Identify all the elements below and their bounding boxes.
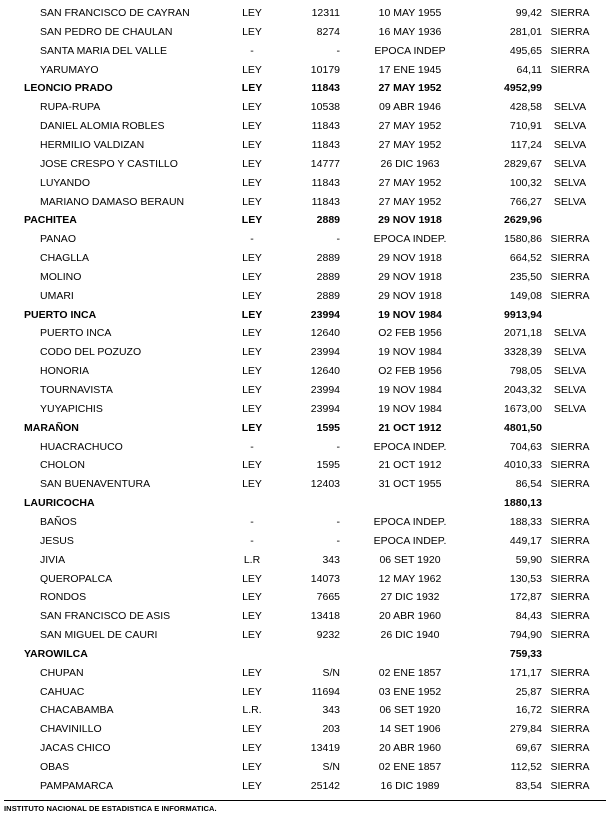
row-superficie: 794,90	[509, 629, 542, 642]
district-row	[0, 324, 616, 342]
district-row	[0, 777, 616, 795]
row-region: SELVA	[553, 365, 587, 378]
row-superficie: 2829,67	[504, 157, 542, 170]
row-numero: 23994	[310, 402, 340, 415]
row-region: SIERRA	[550, 761, 590, 773]
row-dispositivo: LEY	[242, 610, 262, 623]
row-superficie: 710,91	[509, 120, 542, 133]
row-dispositivo: LEY	[242, 384, 262, 396]
row-numero: 10538	[310, 101, 340, 114]
row-fecha: 09 ABR 1946	[379, 101, 441, 114]
row-dispositivo: LEY	[241, 421, 263, 434]
row-dispositivo: LEY	[242, 176, 262, 189]
row-numero: 343	[322, 704, 340, 717]
district-row	[0, 155, 616, 173]
district-row	[0, 343, 616, 361]
row-numero: 1595	[316, 459, 340, 472]
row-name: SAN FRANCISCO DE CAYRAN	[40, 7, 190, 19]
row-numero: 25142	[310, 779, 340, 792]
row-numero: 8274	[316, 25, 340, 38]
row-numero: 2889	[316, 252, 340, 265]
row-superficie: 84,43	[515, 610, 542, 623]
row-dispositivo: LEY	[242, 478, 262, 491]
row-fecha: 27 MAY 1952	[378, 82, 442, 95]
row-name: JESUS	[40, 534, 74, 547]
row-fecha: 06 SET 1920	[379, 704, 441, 717]
row-region: SIERRA	[550, 723, 590, 736]
row-name: MARAÑON	[24, 421, 79, 434]
row-region: SIERRA	[550, 572, 590, 585]
row-dispositivo: LEY	[242, 195, 262, 208]
row-region: SIERRA	[550, 289, 590, 302]
row-superficie: 83,54	[515, 779, 542, 792]
row-name: LAURICOCHA	[24, 497, 95, 510]
row-superficie: 2629,96	[504, 214, 542, 227]
district-row	[0, 683, 616, 701]
district-row	[0, 607, 616, 625]
row-superficie: 25,87	[515, 685, 542, 698]
district-row	[0, 193, 616, 211]
district-row	[0, 362, 616, 380]
row-name: PACHITEA	[24, 214, 77, 227]
row-fecha: 06 SET 1920	[379, 553, 441, 566]
row-numero: 11843	[311, 138, 340, 151]
row-dispositivo: LEY	[242, 742, 262, 755]
row-name: CHUPAN	[40, 666, 84, 679]
row-numero: S/N	[322, 761, 340, 773]
row-region: SIERRA	[550, 610, 590, 623]
row-fecha: EPOCA INDEP.	[373, 515, 447, 528]
row-dispositivo: LEY	[242, 25, 262, 38]
row-numero: 14777	[310, 157, 340, 170]
row-dispositivo: L.R	[243, 553, 261, 566]
row-fecha: 02 ENE 1857	[378, 666, 442, 679]
district-row	[0, 532, 616, 550]
district-row	[0, 551, 616, 569]
row-dispositivo: LEY	[242, 723, 262, 736]
row-name: CHAGLLA	[40, 252, 90, 265]
district-row	[0, 400, 616, 418]
row-name: SAN PEDRO DE CHAULAN	[40, 25, 173, 38]
row-dispositivo: LEY	[242, 138, 262, 151]
row-numero: 2889	[316, 270, 340, 283]
row-name: HERMILIO VALDIZAN	[40, 138, 145, 151]
row-name: YAROWILCA	[24, 647, 88, 660]
row-superficie: 495,65	[509, 44, 542, 57]
row-region: SIERRA	[550, 685, 590, 698]
district-row	[0, 739, 616, 757]
row-numero: 23994	[310, 308, 340, 321]
row-name: RUPA-RUPA	[40, 101, 101, 114]
province-row	[0, 79, 616, 97]
row-fecha: 03 ENE 1952	[378, 685, 442, 698]
row-fecha: 27 MAY 1952	[378, 176, 442, 189]
row-superficie: 279,84	[509, 723, 542, 736]
row-name: LUYANDO	[40, 176, 90, 189]
district-row	[0, 4, 616, 22]
row-dispositivo: LEY	[242, 252, 262, 265]
district-row	[0, 61, 616, 79]
row-region: SIERRA	[550, 270, 590, 283]
row-fecha: 31 OCT 1955	[378, 478, 442, 491]
row-numero: 1595	[316, 421, 340, 434]
row-dispositivo: LEY	[241, 82, 263, 95]
row-fecha: 19 NOV 1984	[378, 346, 442, 359]
district-row	[0, 438, 616, 456]
row-superficie: 9913,94	[504, 308, 542, 321]
district-row	[0, 475, 616, 493]
row-dispositivo: -	[250, 515, 254, 528]
row-superficie: 188,33	[509, 515, 542, 528]
row-numero: 11843	[311, 176, 340, 189]
row-superficie: 64,11	[516, 63, 542, 76]
row-superficie: 1880,13	[504, 497, 542, 510]
row-fecha: 14 SET 1906	[379, 723, 441, 736]
row-region: SIERRA	[550, 440, 590, 453]
row-numero: 12640	[310, 327, 340, 340]
footer-rule	[4, 800, 606, 801]
province-row	[0, 494, 616, 512]
row-region: SIERRA	[550, 591, 590, 604]
row-dispositivo: LEY	[242, 761, 262, 773]
row-superficie: 428,58	[509, 101, 542, 114]
row-numero: S/N	[322, 666, 340, 679]
row-fecha: 17 ENE 1945	[378, 63, 442, 76]
province-row	[0, 419, 616, 437]
district-row	[0, 456, 616, 474]
row-fecha: 26 DIC 1963	[380, 157, 440, 170]
row-superficie: 171,17	[509, 666, 542, 679]
row-numero: 2889	[316, 214, 340, 227]
row-superficie: 766,27	[509, 195, 542, 208]
row-fecha: 29 NOV 1918	[378, 252, 442, 265]
row-dispositivo: LEY	[242, 120, 262, 133]
row-dispositivo: LEY	[242, 629, 262, 642]
row-superficie: 4010,33	[504, 459, 542, 472]
row-region: SIERRA	[550, 252, 590, 265]
row-name: MARIANO DAMASO BERAUN	[40, 195, 185, 208]
row-name: SANTA MARIA DEL VALLE	[40, 44, 168, 57]
row-superficie: 235,50	[509, 270, 542, 283]
district-row	[0, 136, 616, 154]
row-dispositivo: -	[250, 440, 254, 453]
row-dispositivo: LEY	[242, 779, 262, 792]
row-fecha: 16 DIC 1989	[380, 779, 440, 792]
row-region: SELVA	[553, 138, 587, 151]
row-region: SIERRA	[550, 233, 590, 246]
row-fecha: 29 NOV 1918	[378, 289, 442, 302]
row-fecha: 27 MAY 1952	[378, 138, 442, 151]
row-dispositivo: LEY	[242, 666, 262, 679]
row-name: PUERTO INCA	[40, 327, 112, 340]
row-superficie: 99,42	[515, 7, 542, 19]
row-region: SIERRA	[550, 63, 590, 76]
row-region: SIERRA	[550, 553, 590, 566]
row-numero: 13419	[310, 742, 340, 755]
row-numero: 343	[322, 553, 340, 566]
row-numero: -	[336, 515, 340, 528]
row-dispositivo: LEY	[242, 289, 262, 302]
row-superficie: 3328,39	[504, 346, 542, 359]
row-fecha: 26 DIC 1940	[380, 629, 440, 642]
row-superficie: 759,33	[509, 647, 542, 660]
row-fecha: 02 ENE 1857	[378, 761, 442, 773]
row-region: SIERRA	[550, 7, 590, 19]
row-name: CAHUAC	[40, 685, 85, 698]
row-numero: -	[336, 534, 340, 547]
row-superficie: 2071,18	[504, 327, 542, 340]
row-region: SELVA	[553, 120, 587, 133]
row-dispositivo: LEY	[242, 101, 262, 114]
province-row	[0, 645, 616, 663]
province-row	[0, 306, 616, 324]
row-region: SIERRA	[550, 25, 590, 38]
row-region: SELVA	[553, 346, 587, 359]
district-row	[0, 249, 616, 267]
row-superficie: 664,52	[509, 252, 542, 265]
row-name: PAMPAMARCA	[40, 779, 114, 792]
row-fecha: 19 NOV 1984	[378, 308, 442, 321]
row-name: OBAS	[40, 761, 70, 773]
row-name: RONDOS	[40, 591, 87, 604]
row-fecha: O2 FEB 1956	[378, 365, 442, 378]
row-fecha: 29 NOV 1918	[378, 270, 442, 283]
row-numero: 2889	[316, 289, 340, 302]
row-dispositivo: LEY	[242, 591, 262, 604]
row-region: SIERRA	[550, 478, 590, 491]
row-region: SELVA	[553, 384, 587, 396]
row-fecha: 20 ABR 1960	[379, 610, 441, 623]
row-name: LEONCIO PRADO	[24, 82, 113, 95]
row-region: SELVA	[553, 157, 587, 170]
row-dispositivo: L.R.	[242, 704, 262, 717]
row-numero: 203	[322, 723, 340, 736]
row-numero: 11843	[311, 195, 340, 208]
row-fecha: 27 MAY 1952	[378, 120, 442, 133]
row-name: CHAVINILLO	[40, 723, 102, 736]
row-region: SELVA	[553, 402, 587, 415]
row-fecha: 12 MAY 1962	[378, 572, 442, 585]
row-superficie: 117,24	[510, 138, 542, 151]
row-superficie: 172,87	[509, 591, 542, 604]
row-fecha: EPOCA INDEP	[374, 44, 446, 57]
district-row	[0, 758, 616, 776]
district-row	[0, 268, 616, 286]
row-dispositivo: LEY	[241, 308, 263, 321]
row-numero: 12640	[310, 365, 340, 378]
row-fecha: 19 NOV 1984	[378, 384, 442, 396]
row-numero: -	[336, 44, 340, 57]
row-superficie: 1673,00	[504, 402, 542, 415]
row-name: SAN FRANCISCO DE ASIS	[40, 610, 171, 623]
district-row	[0, 588, 616, 606]
row-fecha: 20 ABR 1960	[379, 742, 441, 755]
row-dispositivo: LEY	[242, 327, 262, 340]
row-region: SELVA	[553, 101, 587, 114]
row-region: SIERRA	[550, 629, 590, 642]
row-superficie: 16,72	[515, 704, 542, 717]
row-superficie: 4952,99	[504, 82, 542, 95]
row-fecha: 29 NOV 1918	[378, 214, 442, 227]
row-numero: 9232	[316, 629, 340, 642]
row-name: CHOLON	[40, 459, 85, 472]
row-region: SIERRA	[550, 459, 590, 472]
row-dispositivo: LEY	[241, 214, 263, 227]
row-name: TOURNAVISTA	[40, 384, 113, 396]
row-superficie: 149,08	[509, 289, 542, 302]
row-name: CODO DEL POZUZO	[40, 346, 142, 359]
row-fecha: EPOCA INDEP.	[373, 440, 447, 453]
row-name: JIVIA	[40, 553, 66, 566]
row-fecha: 27 DIC 1932	[380, 591, 440, 604]
row-numero: -	[336, 233, 340, 246]
district-row	[0, 230, 616, 248]
row-name: SAN MIGUEL DE CAURI	[40, 629, 158, 642]
district-row	[0, 381, 616, 399]
row-dispositivo: LEY	[242, 572, 262, 585]
row-name: HUACRACHUCO	[40, 440, 123, 453]
row-dispositivo: LEY	[242, 346, 262, 359]
row-superficie: 69,67	[515, 742, 542, 755]
district-row	[0, 117, 616, 135]
row-numero: 12403	[310, 478, 340, 491]
district-row	[0, 98, 616, 116]
row-superficie: 449,17	[509, 534, 542, 547]
row-region: SIERRA	[550, 704, 590, 717]
row-superficie: 130,53	[509, 572, 542, 585]
district-row	[0, 23, 616, 41]
row-dispositivo: -	[250, 534, 254, 547]
district-row	[0, 287, 616, 305]
district-row	[0, 664, 616, 682]
row-region: SIERRA	[550, 742, 590, 755]
row-superficie: 100,32	[509, 176, 542, 189]
row-name: SAN BUENAVENTURA	[40, 478, 151, 491]
row-numero: 14073	[310, 572, 340, 585]
row-dispositivo: LEY	[242, 157, 262, 170]
row-numero: 10179	[310, 63, 340, 76]
row-name: CHACABAMBA	[40, 704, 114, 717]
row-dispositivo: LEY	[242, 63, 262, 76]
district-row	[0, 570, 616, 588]
row-fecha: 10 MAY 1955	[378, 7, 442, 19]
row-dispositivo: -	[250, 233, 254, 246]
district-row	[0, 626, 616, 644]
footer-source: INSTITUTO NACIONAL DE ESTADISTICA E INFORMATICA.	[4, 804, 217, 813]
row-region: SIERRA	[550, 666, 590, 679]
row-superficie: 2043,32	[504, 384, 542, 396]
row-name: QUEROPALCA	[40, 572, 113, 585]
province-row	[0, 211, 616, 229]
district-row	[0, 720, 616, 738]
row-numero: 13418	[310, 610, 340, 623]
row-region: SIERRA	[550, 534, 590, 547]
row-region: SIERRA	[550, 779, 590, 792]
row-name: DANIEL ALOMIA ROBLES	[40, 120, 165, 133]
row-name: PUERTO INCA	[24, 308, 97, 321]
row-dispositivo: LEY	[242, 7, 262, 19]
row-dispositivo: LEY	[242, 402, 262, 415]
row-name: YUYAPICHIS	[40, 402, 103, 415]
district-row	[0, 701, 616, 719]
row-superficie: 59,90	[515, 553, 542, 566]
row-dispositivo: LEY	[242, 459, 262, 472]
row-numero: 11843	[311, 120, 340, 133]
row-numero: 7665	[316, 591, 340, 604]
row-fecha: EPOCA INDEP.	[373, 534, 447, 547]
row-fecha: O2 FEB 1956	[378, 327, 442, 340]
row-name: HONORIA	[40, 365, 90, 378]
row-fecha: 21 OCT 1912	[378, 459, 442, 472]
district-row	[0, 513, 616, 531]
row-fecha: 19 NOV 1984	[378, 402, 442, 415]
row-region: SELVA	[553, 176, 587, 189]
row-name: BAÑOS	[40, 515, 77, 528]
row-fecha: 21 OCT 1912	[378, 421, 442, 434]
row-superficie: 4801,50	[504, 421, 542, 434]
row-dispositivo: -	[250, 44, 254, 57]
row-numero: -	[336, 440, 340, 453]
row-dispositivo: LEY	[242, 270, 262, 283]
row-region: SELVA	[553, 327, 587, 340]
row-dispositivo: LEY	[242, 685, 262, 698]
row-superficie: 112,52	[510, 761, 542, 773]
row-name: MOLINO	[40, 270, 82, 283]
district-row	[0, 42, 616, 60]
row-numero: 11843	[311, 82, 340, 95]
row-superficie: 86,54	[515, 478, 542, 491]
row-superficie: 798,05	[509, 365, 542, 378]
row-region: SIERRA	[550, 44, 590, 57]
row-name: UMARI	[40, 289, 74, 302]
row-name: JOSE CRESPO Y CASTILLO	[40, 157, 178, 170]
row-superficie: 1580,86	[504, 233, 542, 246]
district-row	[0, 174, 616, 192]
row-superficie: 704,63	[509, 440, 542, 453]
row-numero: 23994	[310, 384, 340, 396]
row-fecha: EPOCA INDEP.	[373, 233, 447, 246]
row-name: YARUMAYO	[40, 63, 99, 76]
row-fecha: 27 MAY 1952	[378, 195, 442, 208]
row-name: PANAO	[40, 233, 76, 246]
row-numero: 12311	[311, 7, 340, 19]
row-region: SELVA	[553, 195, 587, 208]
row-name: JACAS CHICO	[40, 742, 111, 755]
row-superficie: 281,01	[509, 25, 542, 38]
row-region: SIERRA	[550, 515, 590, 528]
row-numero: 11694	[311, 685, 340, 698]
row-fecha: 16 MAY 1936	[378, 25, 442, 38]
row-dispositivo: LEY	[242, 365, 262, 378]
row-numero: 23994	[310, 346, 340, 359]
